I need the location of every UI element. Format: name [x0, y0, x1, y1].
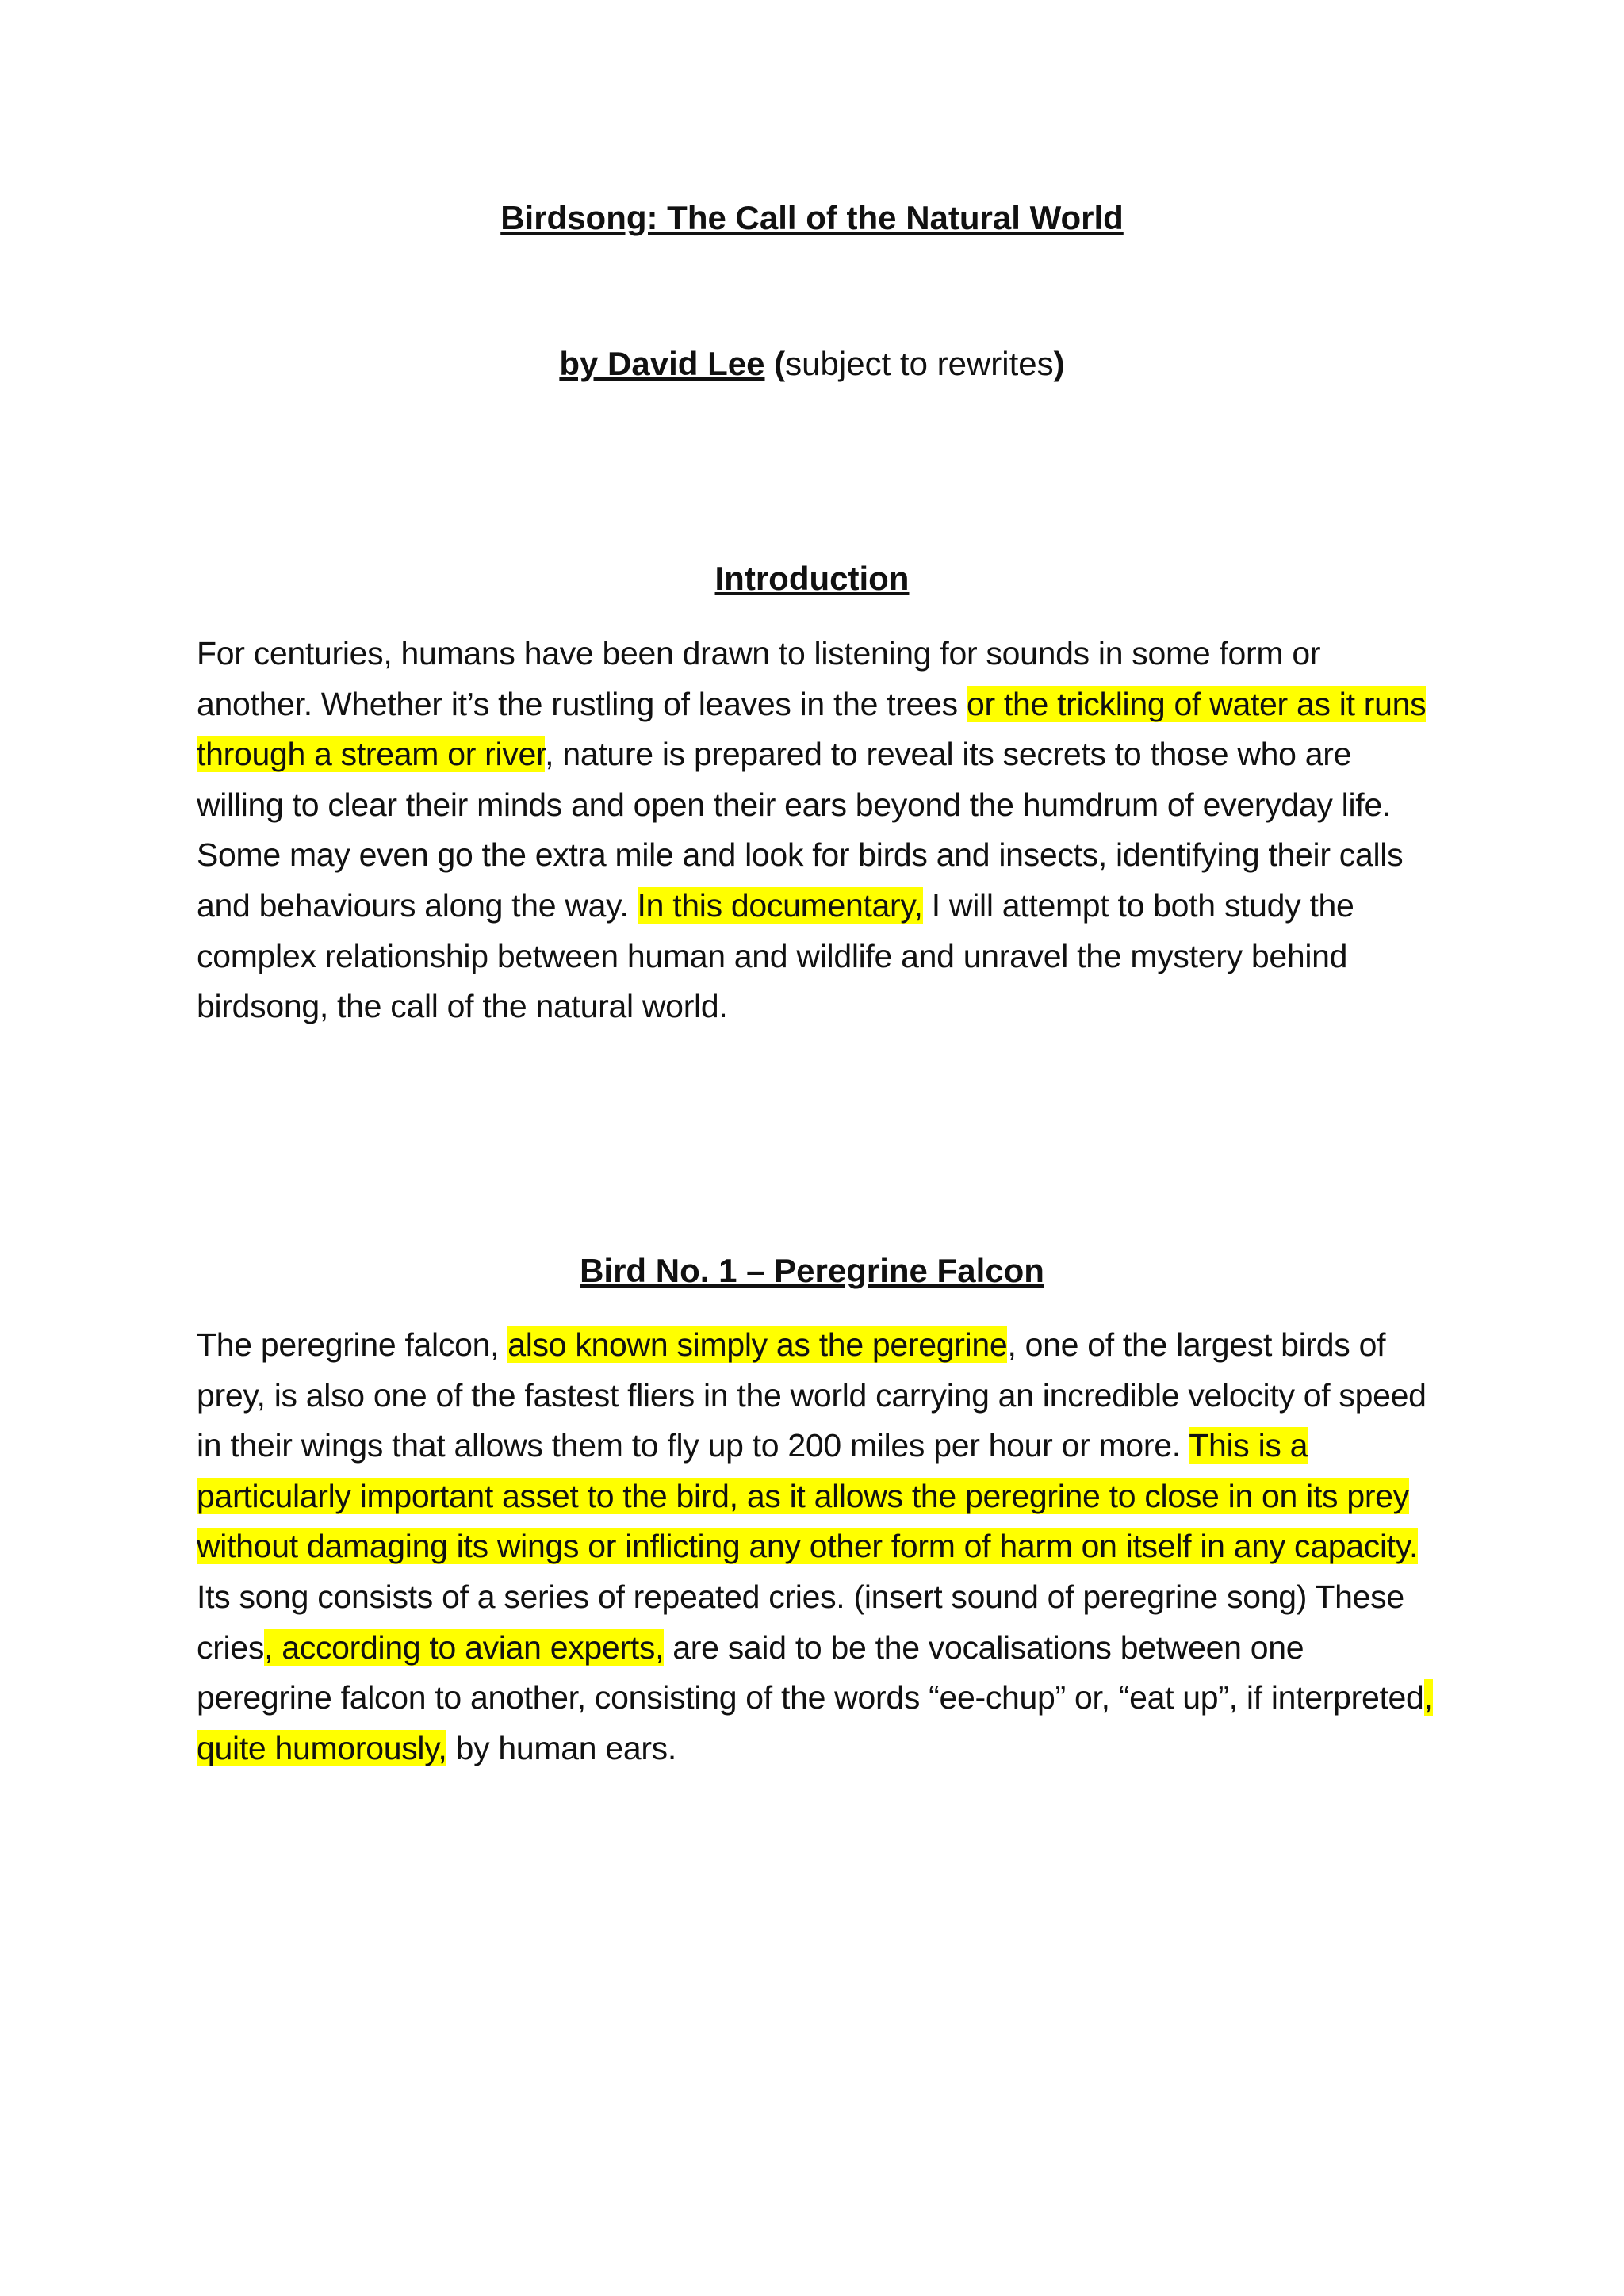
paragraph-segment: by human ears.: [446, 1729, 676, 1766]
highlighted-segment: This is a particularly important asset to the bird, as it allows the peregrine to close in on its prey without damaging its wings or inflicting any other form of harm on itself in any capacity.: [197, 1427, 1419, 1565]
byline-note: subject to rewrites: [785, 345, 1054, 382]
byline: [0, 344, 1624, 384]
highlighted-segment: , quite humorously,: [197, 1679, 1433, 1766]
paragraph-peregrine-falcon: [197, 1320, 1434, 1774]
paragraph-segment: The peregrine falcon,: [197, 1326, 508, 1363]
document-title: [0, 198, 1624, 238]
paragraph-segment: , one of the largest birds of prey, is also one of the fastest fliers in the world carrying an incredible velocity of speed in their wings that allows them to fly up to 200 miles per hour or more.: [197, 1326, 1427, 1464]
byline-open-paren: (: [774, 345, 786, 382]
highlighted-segment: or the trickling of water as it runs through a stream or river: [197, 685, 1427, 773]
paragraph-segment: Its song consists of a series of repeated cries. (insert sound of peregrine song) These cries: [197, 1578, 1404, 1666]
paragraph-segment: are said to be the vocalisations between one peregrine falcon to another, consisting of the words “ee-chup” or, “eat up”, if interpreted: [197, 1628, 1424, 1716]
highlighted-segment: also known simply as the peregrine: [508, 1326, 1008, 1363]
paragraph-segment: For centuries, humans have been drawn to listening for sounds in some form or another. Whether it’s the rustling of leaves in the trees: [197, 635, 1321, 722]
paragraph-introduction: [197, 629, 1434, 1032]
highlighted-segment: , according to avian experts,: [264, 1628, 665, 1666]
document-title-text: Birdsong: The Call of the Natural World: [500, 199, 1124, 236]
section-heading-introduction: Introduction: [714, 560, 910, 597]
byline-author: by David Lee: [559, 345, 765, 382]
paragraph-segment: I will attempt to both study the complex relationship between human and wildlife and unravel the mystery behind birdsong, the call of the natural world.: [197, 886, 1354, 1025]
highlighted-segment: In this documentary,: [637, 886, 923, 924]
byline-close-paren: ): [1053, 345, 1065, 382]
paragraph-segment: , nature is prepared to reveal its secrets to those who are willing to clear their minds and open their ears beyond the humdrum of everyday life. Some may even go the extra mile and look for birds and insects, identifying their calls and behaviours along the way.: [197, 736, 1404, 924]
section-heading-peregrine-falcon: Bird No. 1 – Peregrine Falcon: [580, 1252, 1044, 1289]
